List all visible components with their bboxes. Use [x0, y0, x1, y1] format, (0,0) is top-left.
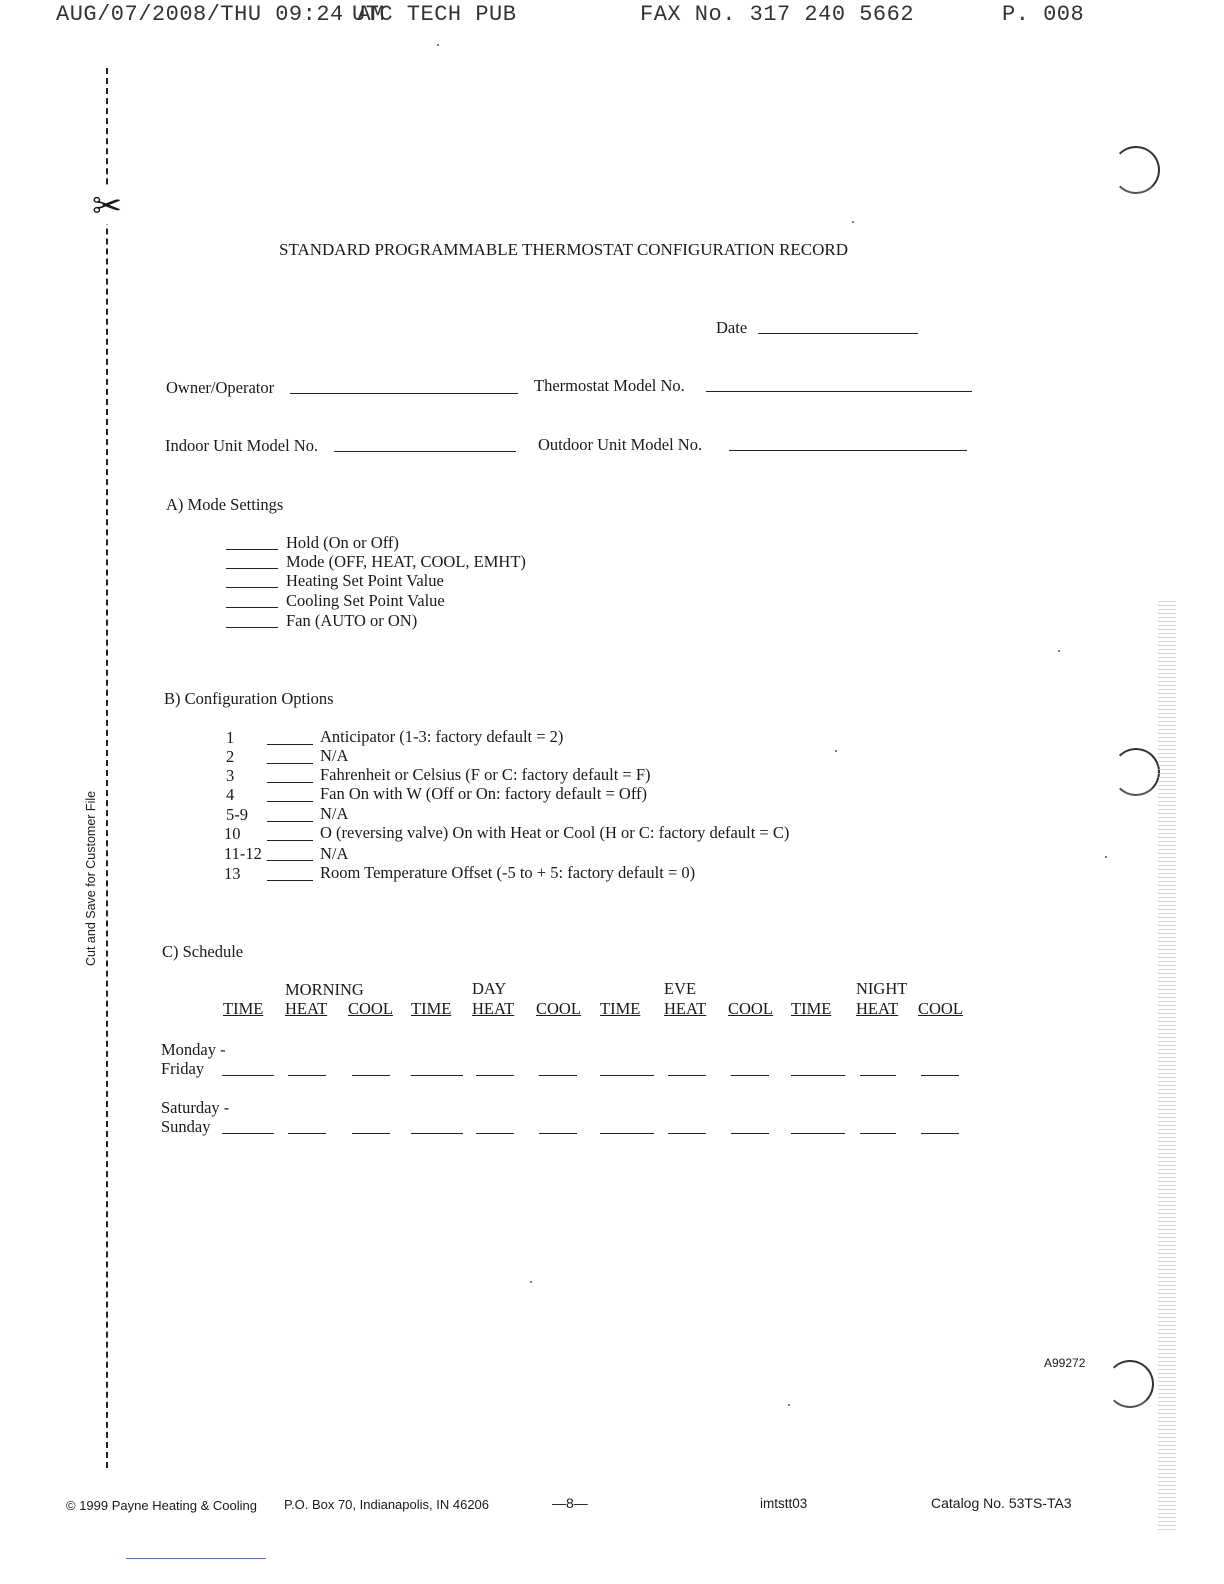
footer-doc-code: imtstt03: [760, 1496, 808, 1511]
column-header: COOL: [728, 999, 773, 1018]
config-option-number: 1: [226, 728, 235, 747]
fax-page: P. 008: [1002, 2, 1085, 27]
mode-setting-blank[interactable]: [226, 568, 278, 569]
scan-speck: [530, 1281, 532, 1283]
schedule-cell[interactable]: [411, 1133, 463, 1134]
mode-setting-blank[interactable]: [226, 607, 278, 608]
thermostat-field[interactable]: [706, 391, 972, 392]
owner-label: Owner/Operator: [166, 378, 275, 397]
footer-copyright: © 1999 Payne Heating & Cooling: [66, 1498, 257, 1513]
schedule-cell[interactable]: [288, 1133, 326, 1134]
schedule-cell[interactable]: [860, 1075, 896, 1076]
indoor-label: Indoor Unit Model No.: [165, 436, 319, 455]
config-option-blank[interactable]: [267, 801, 313, 802]
mode-setting-label: Fan (AUTO or ON): [286, 611, 418, 630]
config-option-blank[interactable]: [267, 763, 313, 764]
owner-field[interactable]: [290, 393, 518, 394]
fax-sender: UTC TECH PUB: [352, 2, 517, 27]
date-field[interactable]: [758, 333, 918, 334]
mode-setting-label: Mode (OFF, HEAT, COOL, EMHT): [286, 552, 526, 571]
schedule-cell[interactable]: [731, 1075, 769, 1076]
mode-setting-blank[interactable]: [226, 549, 278, 550]
outdoor-label: Outdoor Unit Model No.: [538, 435, 703, 454]
column-header: HEAT: [856, 999, 899, 1018]
row-label-line2: Friday: [161, 1059, 205, 1078]
mode-setting-label: Hold (On or Off): [286, 533, 399, 552]
period-day: DAY: [472, 979, 507, 998]
config-option-text: Fan On with W (Off or On: factory default = Off): [320, 784, 648, 803]
footer-page-number: —8—: [552, 1495, 588, 1511]
config-option-text: N/A: [320, 746, 349, 765]
config-option-blank[interactable]: [267, 840, 313, 841]
footer-address: P.O. Box 70, Indianapolis, IN 46206: [284, 1497, 490, 1512]
config-option-text: Room Temperature Offset (-5 to + 5: factory default = 0): [320, 863, 696, 882]
binder-hole-icon: [1106, 1360, 1154, 1408]
page-title: STANDARD PROGRAMMABLE THERMOSTAT CONFIGURATION RECORD: [279, 240, 849, 259]
config-options-heading: B) Configuration Options: [164, 689, 334, 708]
schedule-cell[interactable]: [476, 1075, 514, 1076]
row-label-line1: Monday -: [161, 1040, 226, 1059]
config-option-number: 13: [224, 864, 241, 883]
scan-speck: [788, 1404, 790, 1406]
schedule-cell[interactable]: [222, 1075, 274, 1076]
mode-setting-label: Heating Set Point Value: [286, 571, 444, 590]
schedule-cell[interactable]: [860, 1133, 896, 1134]
config-option-number: 5-9: [226, 805, 248, 824]
config-option-text: N/A: [320, 804, 349, 823]
config-option-number: 10: [224, 824, 241, 843]
scan-speck: [437, 44, 439, 46]
schedule-cell[interactable]: [921, 1133, 959, 1134]
outdoor-field[interactable]: [729, 450, 967, 451]
schedule-cell[interactable]: [668, 1133, 706, 1134]
scan-speck: [852, 221, 854, 223]
column-header: HEAT: [285, 999, 328, 1018]
row-label-line1: Saturday -: [161, 1098, 230, 1117]
config-option-text: O (reversing valve) On with Heat or Cool (H or C: factory default = C): [320, 823, 790, 842]
config-option-text: N/A: [320, 844, 349, 863]
row-label-line2: Sunday: [161, 1117, 211, 1136]
column-header: TIME: [411, 999, 452, 1018]
scan-edge-texture: [1158, 600, 1176, 1530]
period-morning: MORNING: [285, 980, 364, 999]
schedule-cell[interactable]: [476, 1133, 514, 1134]
schedule-cell[interactable]: [222, 1133, 274, 1134]
binder-hole-icon: [1112, 748, 1160, 796]
schedule-cell[interactable]: [539, 1133, 577, 1134]
config-option-number: 2: [226, 747, 235, 766]
fax-number: FAX No. 317 240 5662: [640, 2, 915, 27]
period-eve: EVE: [664, 979, 697, 998]
config-option-number: 4: [226, 785, 235, 804]
schedule-cell[interactable]: [539, 1075, 577, 1076]
scan-speck: [1105, 856, 1107, 858]
column-header: COOL: [348, 999, 393, 1018]
mode-setting-blank[interactable]: [226, 627, 278, 628]
config-option-text: Anticipator (1-3: factory default = 2): [320, 727, 564, 746]
period-night: NIGHT: [856, 979, 908, 998]
config-option-number: 3: [226, 766, 235, 785]
bottom-rule: [126, 1558, 266, 1559]
schedule-cell[interactable]: [352, 1133, 390, 1134]
binder-hole-icon: [1112, 146, 1160, 194]
config-option-blank[interactable]: [267, 880, 313, 881]
config-option-blank[interactable]: [267, 744, 313, 745]
schedule-cell[interactable]: [600, 1075, 654, 1076]
schedule-heading: C) Schedule: [162, 942, 244, 961]
mode-setting-label: Cooling Set Point Value: [286, 591, 445, 610]
thermostat-label: Thermostat Model No.: [534, 376, 685, 395]
cut-line: [106, 68, 108, 1468]
mode-setting-blank[interactable]: [226, 587, 278, 588]
column-header: COOL: [918, 999, 963, 1018]
column-header: COOL: [536, 999, 581, 1018]
scan-speck: [835, 750, 837, 752]
column-header: HEAT: [472, 999, 515, 1018]
side-label: Cut and Save for Customer File: [84, 790, 98, 966]
config-option-blank[interactable]: [267, 821, 313, 822]
schedule-cell[interactable]: [288, 1075, 326, 1076]
scan-speck: [1058, 650, 1060, 652]
mode-settings-heading: A) Mode Settings: [166, 495, 284, 514]
figure-code: A99272: [1044, 1356, 1086, 1370]
config-option-blank[interactable]: [267, 782, 313, 783]
config-option-number: 11-12: [224, 844, 262, 863]
scissors-icon: ✂: [92, 186, 123, 226]
schedule-cell[interactable]: [352, 1075, 390, 1076]
fax-date-time: AUG/07/2008/THU 09:24 AM: [56, 2, 385, 27]
schedule-cell[interactable]: [921, 1075, 959, 1076]
indoor-field[interactable]: [334, 451, 516, 452]
schedule-cell[interactable]: [600, 1133, 654, 1134]
schedule-cell[interactable]: [668, 1075, 706, 1076]
config-option-blank[interactable]: [267, 860, 313, 861]
column-header: TIME: [223, 999, 264, 1018]
column-header: HEAT: [664, 999, 707, 1018]
column-header: TIME: [600, 999, 641, 1018]
config-option-text: Fahrenheit or Celsius (F or C: factory default = F): [320, 765, 651, 784]
schedule-cell[interactable]: [791, 1075, 845, 1076]
schedule-cell[interactable]: [791, 1133, 845, 1134]
footer-catalog: Catalog No. 53TS-TA3: [931, 1495, 1072, 1511]
schedule-cell[interactable]: [731, 1133, 769, 1134]
schedule-cell[interactable]: [411, 1075, 463, 1076]
date-label: Date: [716, 318, 748, 337]
column-header: TIME: [791, 999, 832, 1018]
